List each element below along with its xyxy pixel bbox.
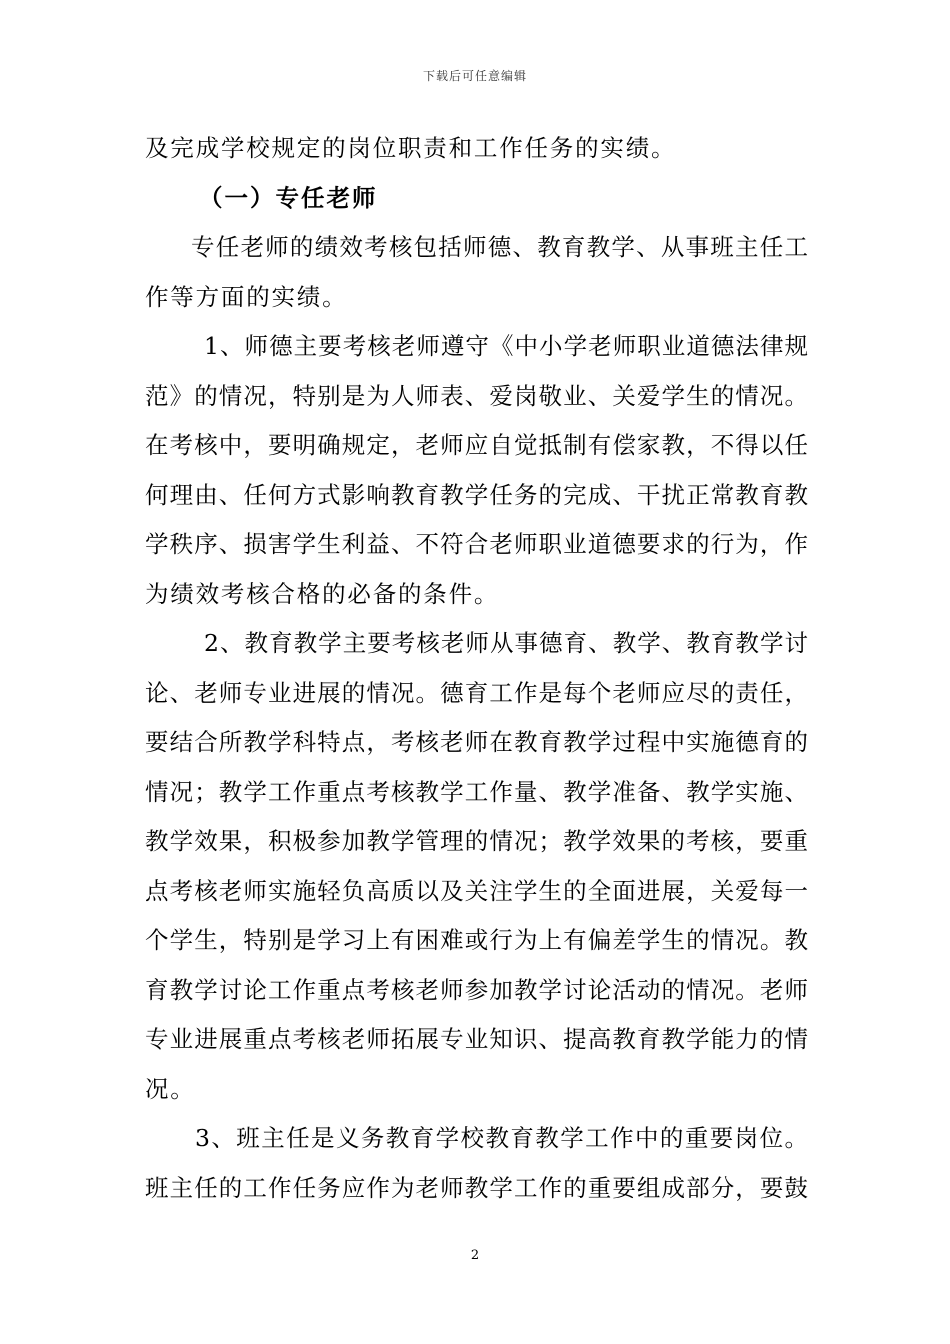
- body-line: 育教学讨论工作重点考核老师参加教学讨论活动的情况。老师: [145, 975, 808, 1004]
- body-line: 为绩效考核合格的必备的条件。: [145, 579, 500, 608]
- body-line: 要结合所教学科特点，考核老师在教育教学过程中实施德育的: [145, 728, 808, 756]
- body-line: 作等方面的实绩。: [145, 282, 348, 311]
- body-line: 学秩序、损害学生利益、不符合老师职业道德要求的行为，作: [145, 530, 808, 558]
- body-line: 教学效果，积极参加教学管理的情况；教学效果的考核，要重: [145, 827, 808, 855]
- document-body: [145, 124, 808, 1213]
- paragraph-first-line: 专任老师的绩效考核包括师德、教育教学、从事班主任工: [191, 233, 808, 261]
- body-line: 及完成学校规定的岗位职责和工作任务的实绩。: [145, 134, 677, 162]
- body-line: 在考核中，要明确规定，老师应自觉抵制有偿家教，不得以任: [145, 431, 808, 459]
- body-line: 个学生，特别是学习上有困难或行为上有偏差学生的情况。教: [145, 926, 808, 954]
- body-line: 情况；教学工作重点考核教学工作量、教学准备、教学实施、: [145, 777, 808, 806]
- page-header-note: 下载后可任意编辑: [422, 69, 527, 83]
- page-number: 2: [470, 1248, 480, 1263]
- body-line: 专业进展重点考核老师拓展专业知识、提高教育教学能力的情: [145, 1025, 808, 1053]
- item-3-first-line: 3、班主任是义务教育学校教育教学工作中的重要岗位。: [195, 1124, 808, 1152]
- body-line: 点考核老师实施轻负高质以及关注学生的全面进展，关爱每一: [145, 876, 808, 905]
- body-line: 范》的情况，特别是为人师表、爱岗敬业、关爱学生的情况。: [145, 381, 808, 410]
- body-line: 论、老师专业进展的情况。德育工作是每个老师应尽的责任，: [145, 678, 808, 707]
- body-line: 况。: [145, 1074, 196, 1103]
- item-2-first-line: 2、教育教学主要考核老师从事德育、教学、教育教学讨: [204, 629, 808, 657]
- body-line: 何理由、任何方式影响教育教学任务的完成、干扰正常教育教: [145, 480, 808, 509]
- section-heading: （一）专任老师: [199, 183, 378, 212]
- item-1-first-line: 1、师德主要考核老师遵守《中小学老师职业道德法律规: [204, 332, 808, 360]
- body-line: 班主任的工作任务应作为老师教学工作的重要组成部分，要鼓: [145, 1173, 808, 1202]
